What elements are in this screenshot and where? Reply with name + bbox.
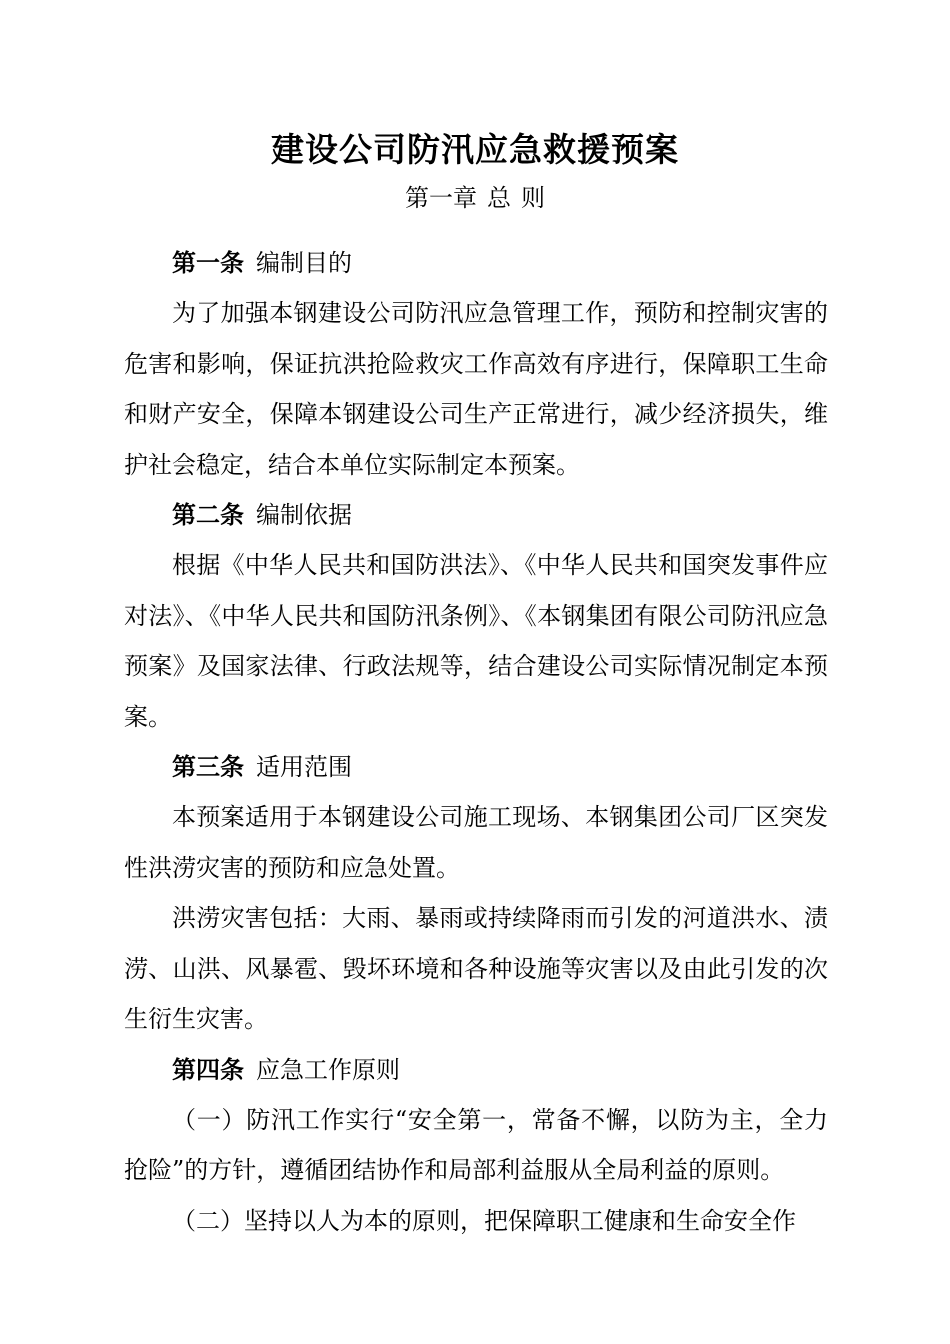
article-paragraph: （二）坚持以人为本的原则，把保障职工健康和生命安全作 bbox=[172, 1206, 796, 1235]
document-title: 建设公司防汛应急救援预案 bbox=[271, 130, 679, 169]
article-label: 编制依据 bbox=[256, 501, 352, 530]
document-body bbox=[124, 238, 828, 1246]
article-paragraph: （一）防汛工作实行“安全第一，常备不懈，以防为主，全力抢险”的方针，遵循团结协作和局部利益服从全局利益的原则。 bbox=[124, 1105, 828, 1185]
article-number: 第三条 bbox=[172, 753, 244, 782]
article-label: 编制目的 bbox=[256, 249, 352, 277]
article-heading bbox=[124, 238, 828, 288]
article-number: 第二条 bbox=[172, 501, 244, 530]
chapter-title-char-2: 则 bbox=[521, 184, 545, 212]
chapter-heading bbox=[0, 180, 950, 216]
article-number: 第一条 bbox=[172, 249, 244, 277]
article-paragraph: 本预案适用于本钢建设公司施工现场、本钢集团公司厂区突发性洪涝灾害的预防和应急处置。 bbox=[124, 803, 828, 882]
article-number: 第四条 bbox=[172, 1055, 244, 1084]
article-paragraph: 为了加强本钢建设公司防汛应急管理工作，预防和控制灾害的危害和影响，保证抗洪抢险救灾工作高效有序进行，保障职工生命和财产安全，保障本钢建设公司生产正常进行，减少经济损失，维护社会稳定，结合本单位实际制定本预案。 bbox=[124, 299, 828, 479]
chapter-number: 第一章 bbox=[405, 184, 477, 212]
article-paragraph: 根据《中华人民共和国防洪法》、《中华人民共和国突发事件应对法》、《中华人民共和国防汛条例》、《本钢集团有限公司防汛应急预案》及国家法律、行政法规等，结合建设公司实际情况制定本预案。 bbox=[124, 551, 828, 731]
article-label: 适用范围 bbox=[256, 753, 352, 782]
article-heading bbox=[124, 742, 828, 792]
article-heading bbox=[124, 490, 828, 540]
article-heading bbox=[124, 1045, 828, 1095]
chapter-title-char-1: 总 bbox=[487, 184, 511, 212]
article-label: 应急工作原则 bbox=[256, 1055, 400, 1084]
article-paragraph: 洪涝灾害包括：大雨、暴雨或持续降雨而引发的河道洪水、渍涝、山洪、风暴雹、毁坏环境和各种设施等灾害以及由此引发的次生衍生灾害。 bbox=[124, 904, 828, 1034]
